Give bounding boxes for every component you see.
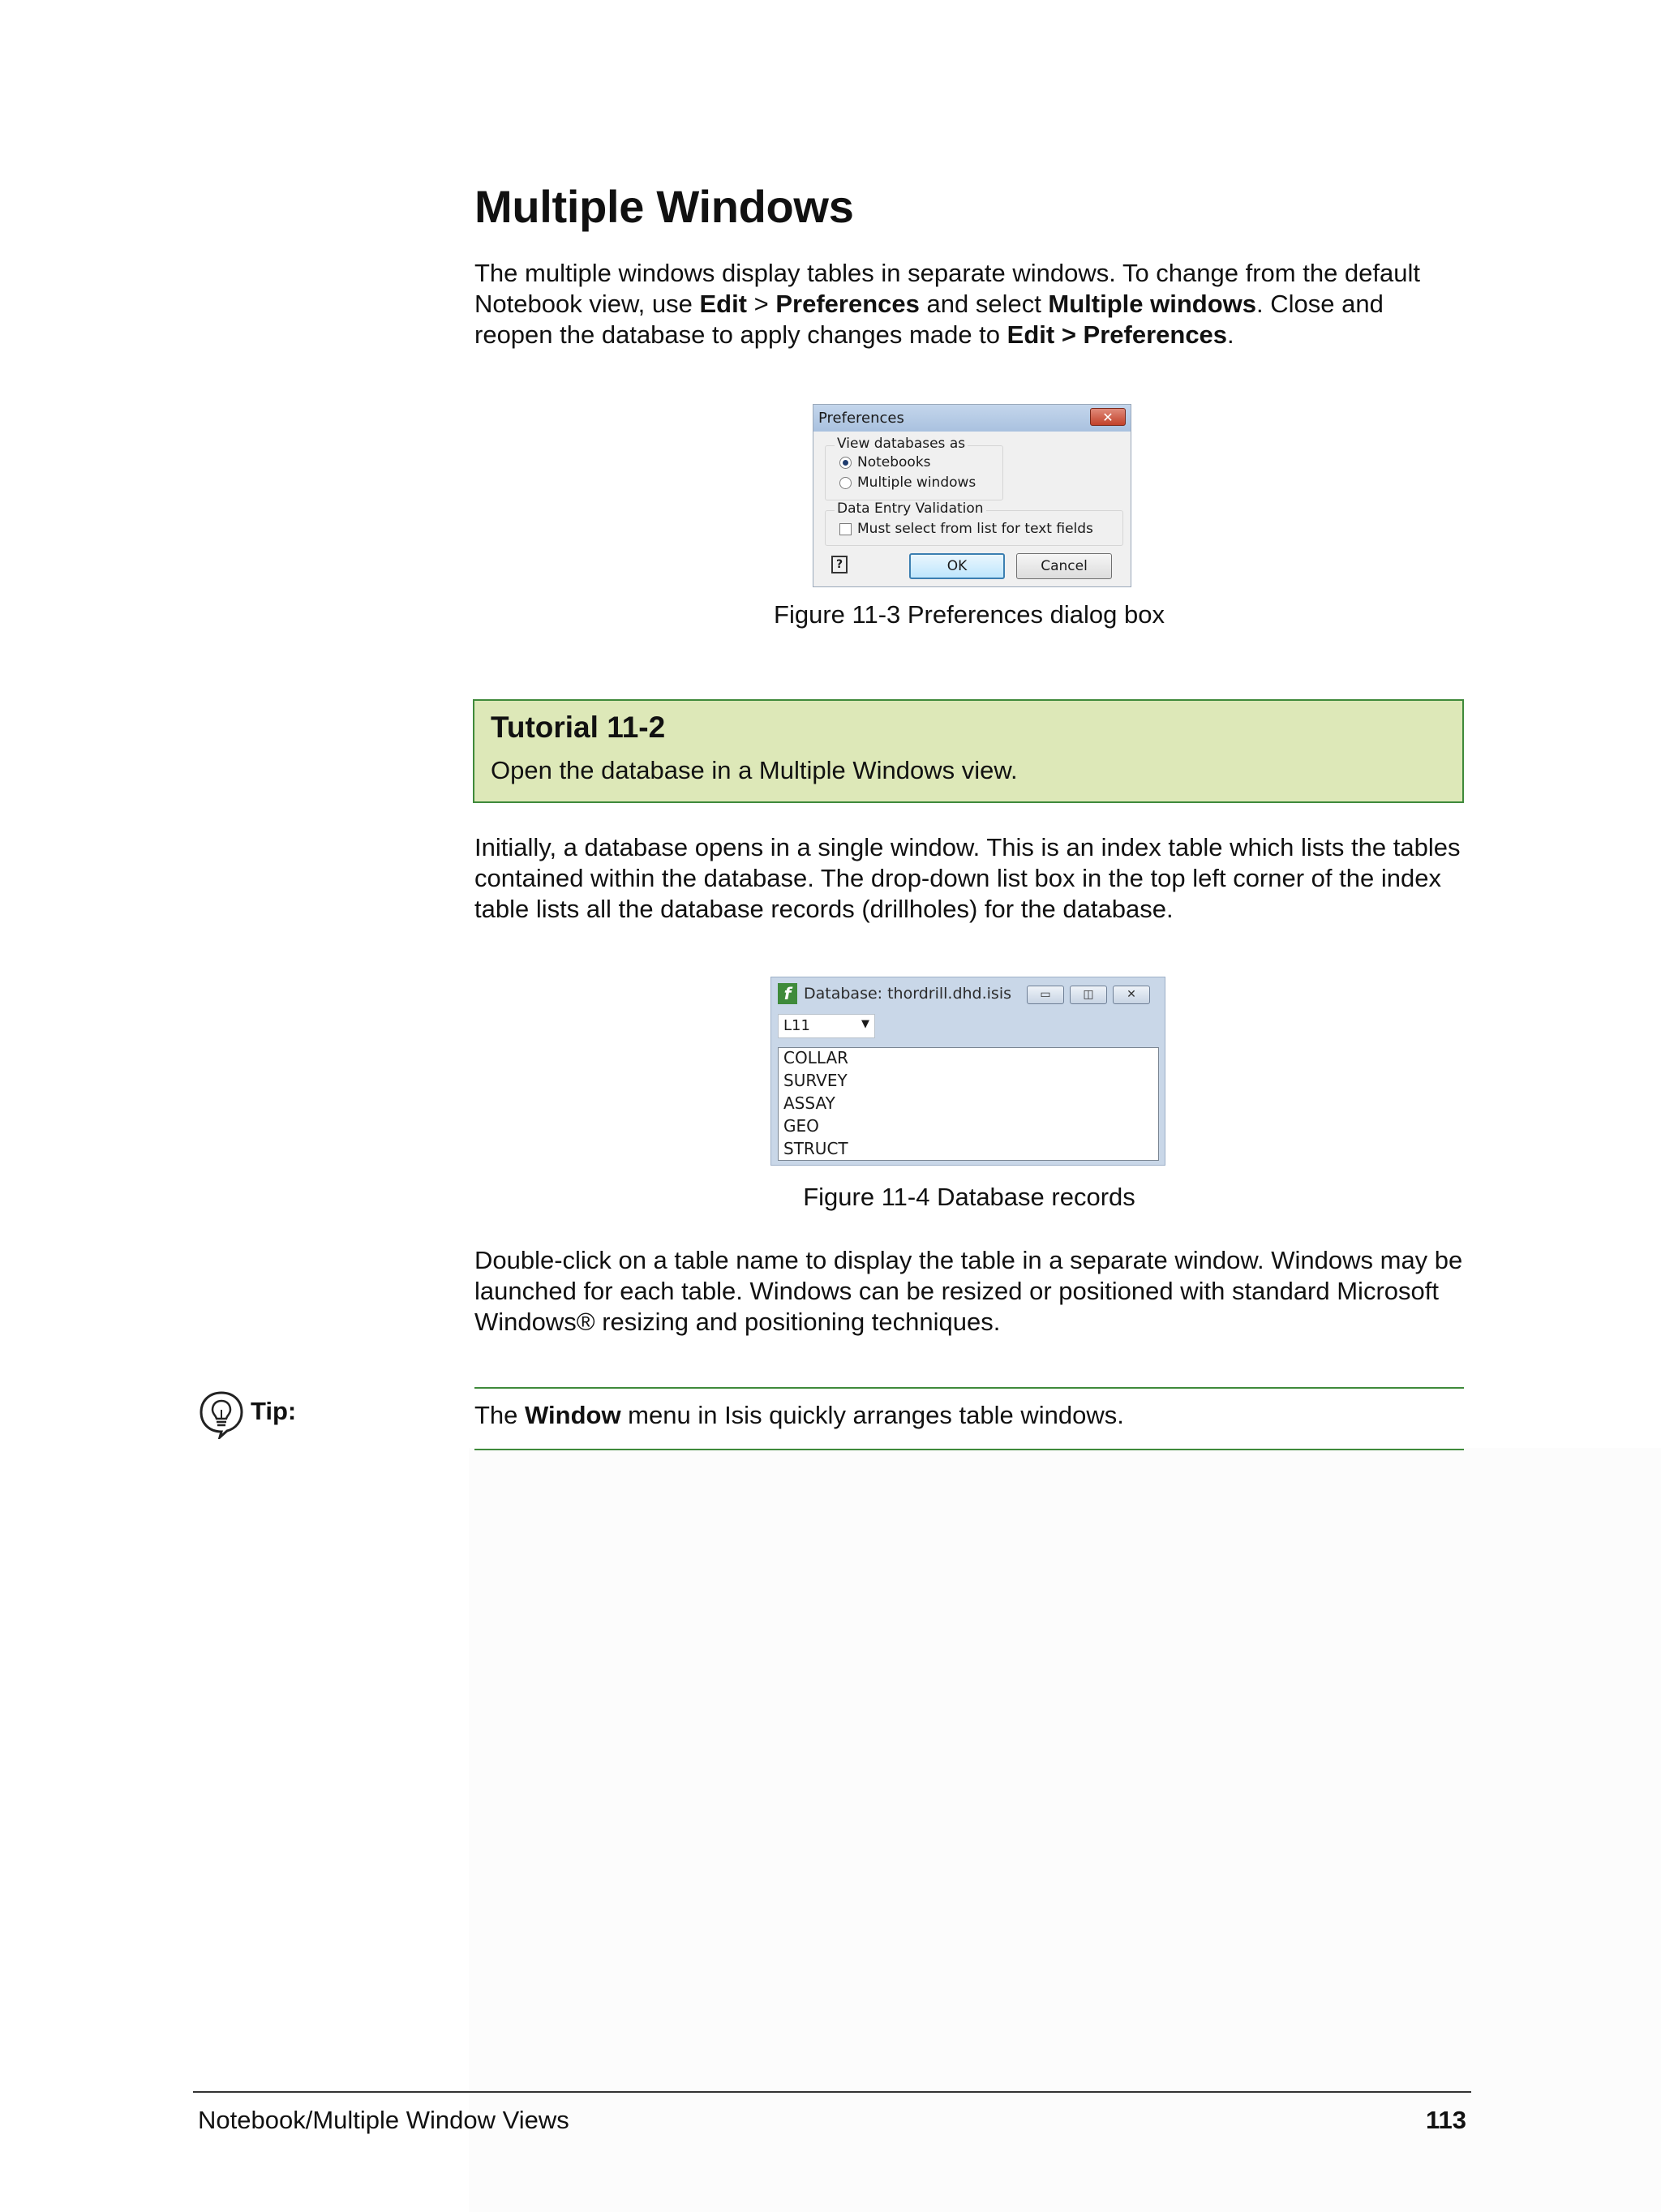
- footer-page-number: 113: [1425, 2106, 1466, 2134]
- preferences-dialog: [813, 404, 1131, 587]
- tip-text: [474, 1401, 1124, 1430]
- radio-notebooks[interactable]: [839, 457, 852, 469]
- preferences-titlebar: [813, 405, 1131, 432]
- minimize-icon[interactable]: ▭: [1027, 986, 1064, 1004]
- doubleclick-text: Double-click on a table name to display the table in a separate window. Windows may be launched for each table. Windows can be resized or positioned with standard Microsoft Windows® resizing and positioning techniques.: [474, 1246, 1463, 1336]
- intro-text-4: . Close and reopen the database to apply changes made to: [474, 290, 1384, 349]
- page-title: Multiple Windows: [474, 181, 854, 232]
- isis-app-icon: f: [778, 983, 797, 1004]
- must-select-checkbox[interactable]: [839, 523, 852, 535]
- intro-bold-edit: Edit: [699, 290, 748, 318]
- close-icon[interactable]: ✕: [1113, 986, 1150, 1004]
- page-shade: [469, 1448, 1661, 2212]
- initially-paragraph: [474, 832, 1464, 925]
- footer-rule: [193, 2091, 1471, 2093]
- intro-text-1: The multiple windows display tables in separate windows. To change from the default Notebook view, use: [474, 259, 1421, 318]
- lightbulb-icon: [198, 1390, 245, 1439]
- view-databases-label: View databases as: [835, 436, 968, 452]
- restore-icon[interactable]: ◫: [1070, 986, 1107, 1004]
- help-icon[interactable]: ?: [831, 556, 848, 573]
- tip-rule-bottom: [474, 1449, 1464, 1450]
- initially-text: Initially, a database opens in a single window. This is an index table which lists the tables contained within the database. The drop-down list box in the top left corner of the index table lists all the database records (drillholes) for the database.: [474, 833, 1461, 923]
- validation-group-label: Data Entry Validation: [835, 500, 986, 517]
- intro-bold-multiple-windows: Multiple windows: [1048, 290, 1257, 318]
- ok-button[interactable]: OK: [909, 553, 1005, 579]
- intro-paragraph: [474, 258, 1464, 350]
- tutorial-body: Open the database in a Multiple Windows view.: [491, 756, 1018, 784]
- list-item[interactable]: STRUCT: [783, 1139, 848, 1158]
- intro-text-5: .: [1227, 320, 1234, 349]
- list-item[interactable]: SURVEY: [783, 1071, 848, 1090]
- intro-bold-preferences: Preferences: [775, 290, 920, 318]
- radio-notebooks-label: Notebooks: [857, 454, 931, 470]
- radio-multiple-windows[interactable]: [839, 477, 852, 489]
- table-listbox[interactable]: [778, 1047, 1159, 1161]
- must-select-checkbox-label: Must select from list for text fields: [857, 521, 1093, 537]
- database-window-title: Database: thordrill.dhd.isis: [804, 985, 1011, 1003]
- tip-text-2: menu in Isis quickly arranges table windows.: [620, 1401, 1124, 1429]
- intro-text-2: >: [747, 290, 776, 318]
- preferences-title: Preferences: [818, 410, 904, 427]
- tip-bold-window: Window: [525, 1401, 621, 1429]
- cancel-button[interactable]: Cancel: [1016, 553, 1112, 579]
- chevron-down-icon: ▼: [861, 1018, 869, 1030]
- list-item[interactable]: COLLAR: [783, 1048, 849, 1067]
- database-window: [770, 977, 1165, 1166]
- tutorial-title: Tutorial 11-2: [491, 711, 666, 744]
- doubleclick-paragraph: [474, 1245, 1464, 1338]
- figure-11-3-caption: Figure 11-3 Preferences dialog box: [774, 600, 1165, 629]
- list-item[interactable]: ASSAY: [783, 1093, 835, 1113]
- tip-text-1: The: [474, 1401, 526, 1429]
- tip-label: Tip:: [251, 1397, 297, 1425]
- tutorial-box: [473, 699, 1464, 803]
- list-item[interactable]: GEO: [783, 1116, 819, 1136]
- intro-bold-edit-preferences: Edit > Preferences: [1006, 320, 1228, 349]
- footer-section-name: Notebook/Multiple Window Views: [198, 2106, 569, 2134]
- intro-text-3: and select: [919, 290, 1049, 318]
- record-dropdown[interactable]: [778, 1014, 875, 1038]
- close-icon[interactable]: ✕: [1090, 408, 1126, 426]
- figure-11-4-caption: Figure 11-4 Database records: [803, 1183, 1135, 1211]
- record-dropdown-value: L11: [783, 1017, 810, 1034]
- tip-rule-top: [474, 1387, 1464, 1389]
- radio-multiple-windows-label: Multiple windows: [857, 475, 976, 491]
